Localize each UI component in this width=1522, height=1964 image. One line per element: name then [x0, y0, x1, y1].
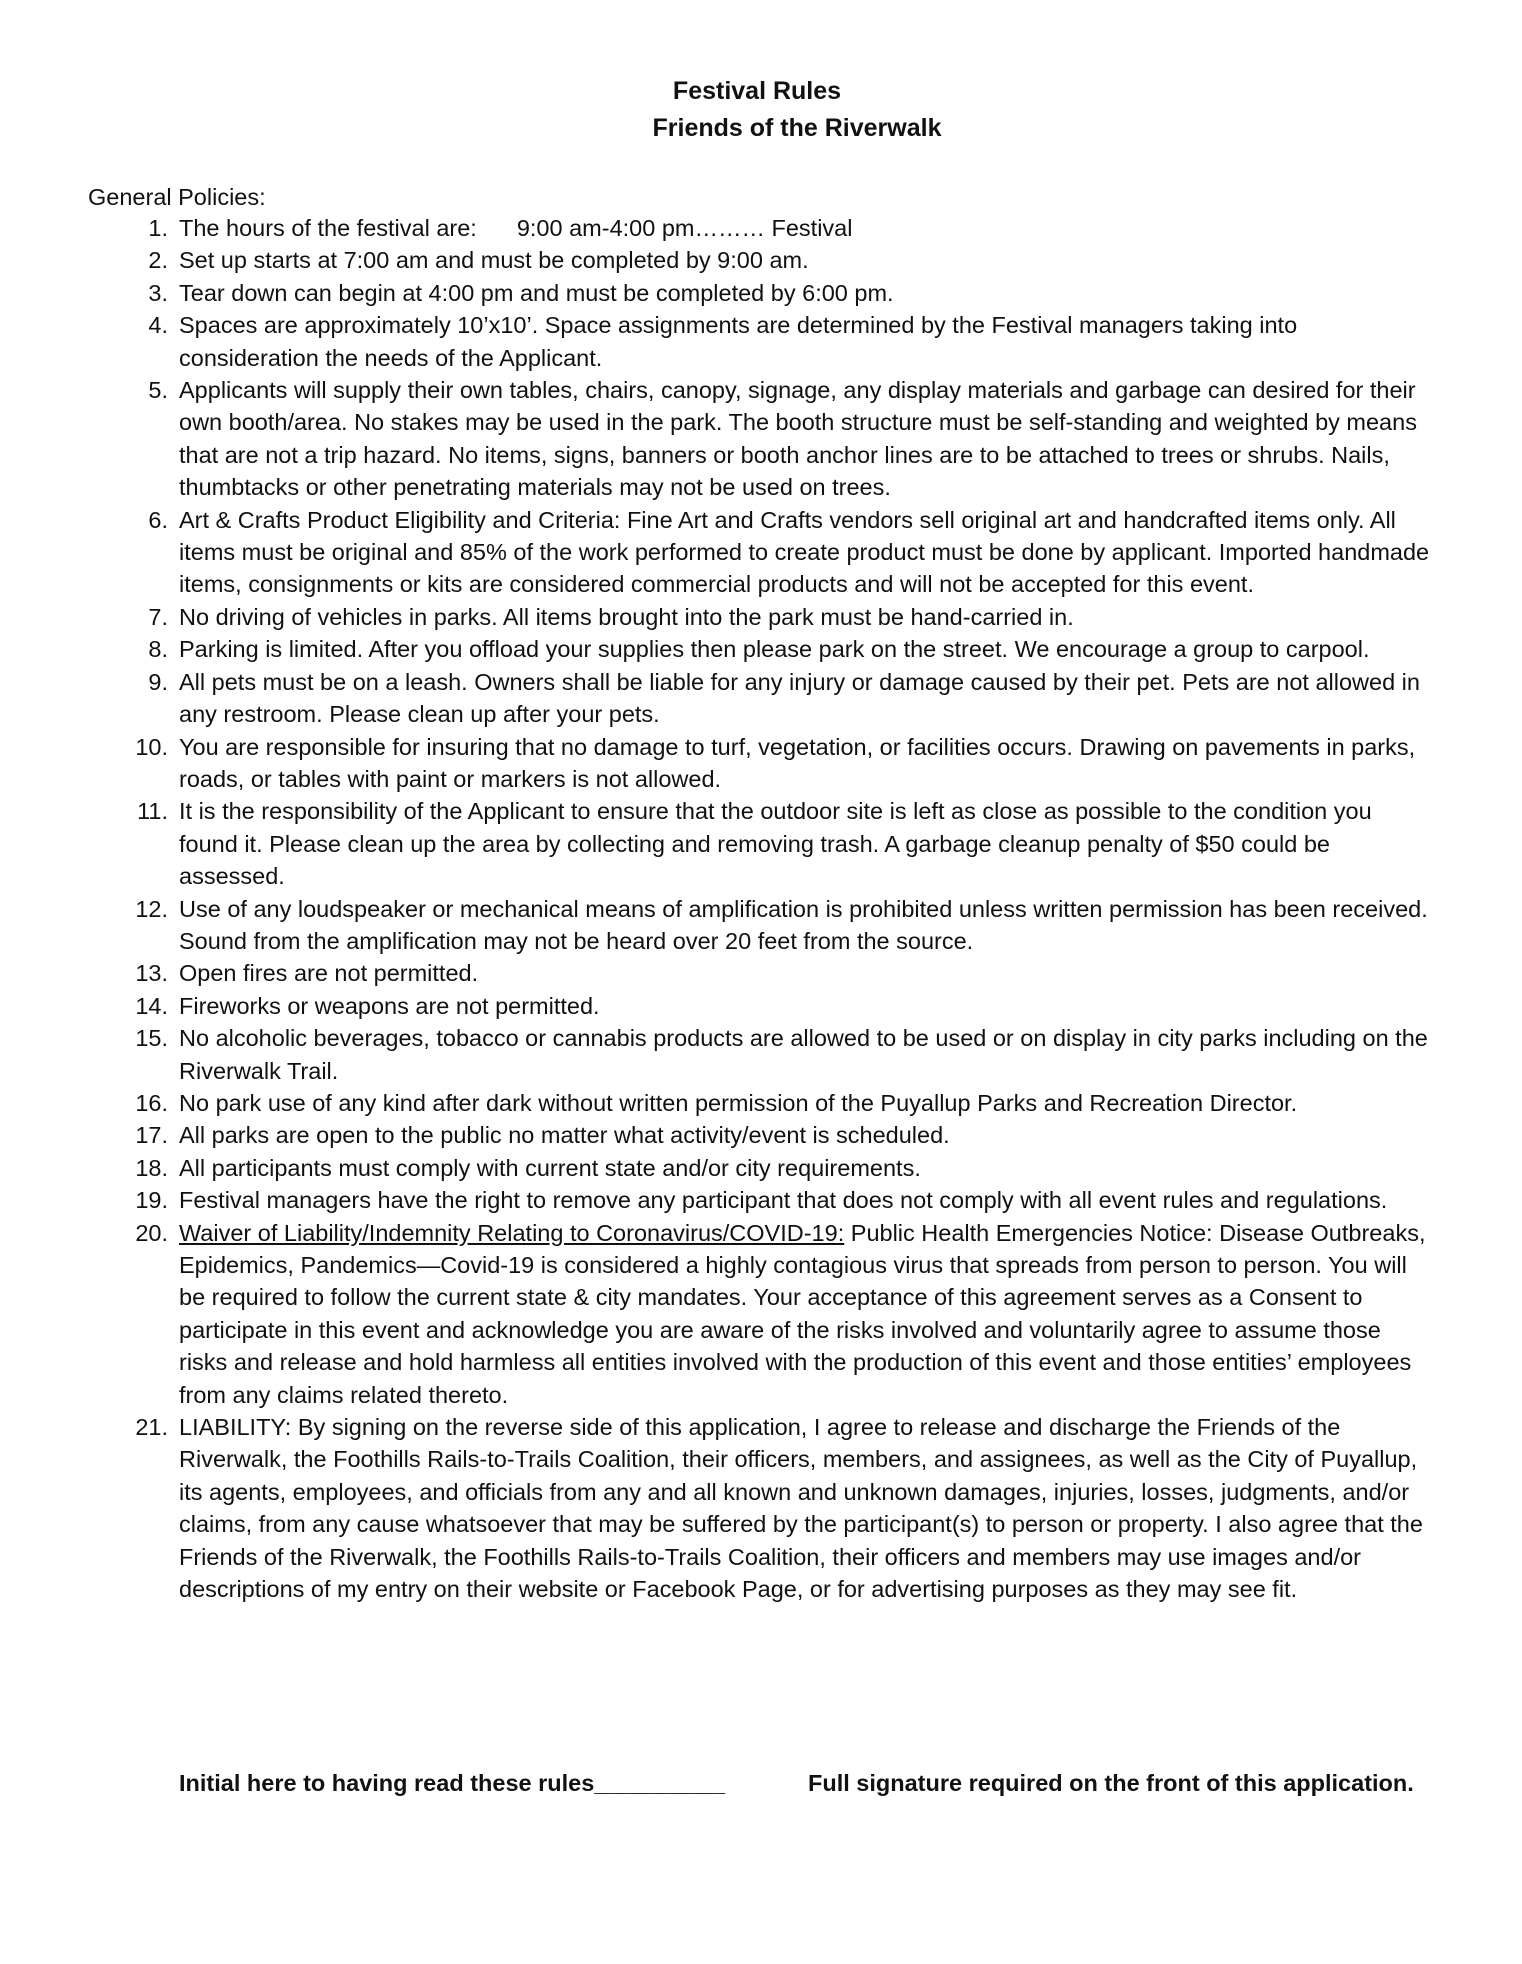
rule-number: 7.: [148, 603, 168, 630]
rule-number: 10.: [135, 733, 168, 760]
rule-item: [130, 1411, 1430, 1605]
document-title: Festival Rules: [672, 77, 842, 105]
rule-text: Open fires are not permitted.: [179, 960, 479, 987]
rule-lead-heading: Waiver of Liability/Indemnity Relating to Coronavirus/COVID-19:: [179, 1219, 845, 1246]
rule-text: Tear down can begin at 4:00 pm and must be completed by 6:00 pm.: [179, 279, 894, 306]
rule-item: [130, 601, 1430, 633]
rule-item: [130, 666, 1430, 731]
rule-item: [130, 957, 1430, 989]
rule-body: [179, 1087, 1430, 1119]
signature-note: Full signature required on the front of this application.: [808, 1770, 1414, 1796]
rule-number: 19.: [135, 1187, 168, 1214]
rule-text: Public Health Emergencies Notice: Disease Outbreaks, Epidemics, Pandemics—Covid-19 is considered a highly contagious virus that spreads from person to person. You will be required to follow the current state & city mandates. Your acceptance of this agreement serves as a Consent to participate in this event and acknowledge you are aware of the risks involved and voluntarily agree to assume those risks and release and hold harmless all entities involved with the production of this event and those entities’ employees from any claims related thereto.: [179, 1219, 1426, 1408]
document-subtitle: Friends of the Riverwalk: [652, 114, 942, 142]
rule-number: 1.: [148, 215, 168, 241]
rule-item: [130, 504, 1430, 601]
rule-number: 6.: [148, 506, 168, 533]
rule-item: [130, 990, 1430, 1022]
rule-body: [179, 277, 1430, 309]
rule-body: [179, 504, 1430, 601]
rule-item: [130, 893, 1430, 958]
rule-item: [130, 244, 1430, 276]
rule-text: All participants must comply with current state and/or city requirements.: [179, 1154, 921, 1181]
rule-body: [179, 1022, 1430, 1087]
rule-body: [179, 795, 1430, 892]
rule-text: Set up starts at 7:00 am and must be completed by 9:00 am.: [179, 247, 809, 274]
rule-body: [179, 374, 1430, 504]
rule-number: 17.: [135, 1122, 168, 1149]
rule-body: [179, 244, 1430, 276]
rule-number: 13.: [135, 960, 168, 987]
rule-item: [130, 277, 1430, 309]
rule-number: 5.: [148, 377, 168, 404]
rule-body: [179, 1152, 1430, 1184]
rule-text: Parking is limited. After you offload your supplies then please park on the street. We encourage a group to carpool.: [179, 636, 1370, 663]
rule-text: Art & Crafts Product Eligibility and Criteria: Fine Art and Crafts vendors sell original art and handcrafted items only. All items must be original and 85% of the work performed to create product must be done by applicant. Imported handmade items, consignments or kits are considered commercial products and will not be accepted for this event.: [179, 506, 1430, 598]
rule-number: 12.: [135, 895, 168, 922]
rule-number: 9.: [148, 668, 168, 695]
rule-item: [130, 212, 1430, 244]
rule-item: [130, 1184, 1430, 1216]
rule-item: [130, 1152, 1430, 1184]
rule-number: 3.: [148, 279, 168, 306]
rule-number: 14.: [135, 992, 168, 1019]
rule-body: [179, 1411, 1430, 1605]
section-heading: General Policies:: [88, 184, 266, 210]
rule-text: Festival managers have the right to remove any participant that does not comply with all event rules and regulations.: [179, 1187, 1388, 1214]
rule-number: 11.: [137, 798, 168, 825]
rule-body: [179, 1119, 1430, 1151]
rule-item: [130, 795, 1430, 892]
rule-number: 2.: [148, 247, 168, 274]
rule-text: Fireworks or weapons are not permitted.: [179, 992, 600, 1019]
rule-text: Use of any loudspeaker or mechanical means of amplification is prohibited unless written permission has been received. Sound from the amplification may not be heard over 20 feet from the source.: [179, 895, 1428, 954]
rule-text: No park use of any kind after dark without written permission of the Puyallup Parks and Recreation Director.: [179, 1089, 1298, 1116]
rule-item: [130, 309, 1430, 374]
rule-body: [179, 990, 1430, 1022]
rule-text: No driving of vehicles in parks. All items brought into the park must be hand-carried in.: [179, 603, 1074, 630]
rule-body: [179, 1184, 1430, 1216]
rule-item: [130, 1087, 1430, 1119]
rule-number: 16.: [135, 1089, 168, 1116]
rule-body: [179, 601, 1430, 633]
rule-number: 8.: [148, 636, 168, 663]
rule-number: 20.: [135, 1219, 168, 1246]
rule-item: [130, 731, 1430, 796]
rule-text: LIABILITY: By signing on the reverse side of this application, I agree to release and discharge the Friends of the Riverwalk, the Foothills Rails-to-Trails Coalition, their officers, members, and assignees, as well as the City of Puyallup, its agents, employees, and officials from any and all known and unknown damages, injuries, losses, judgments, and/or claims, from any cause whatsoever that may be suffered by the participant(s) to person or property. I also agree that the Friends of the Riverwalk, the Foothills Rails-to-Trails Coalition, their officers and members may use images and/or descriptions of my entry on their website or Facebook Page, or for advertising purposes as they may see fit.: [179, 1414, 1423, 1603]
rule-item: [130, 1217, 1430, 1411]
festival-hours: 9:00 am-4:00 pm……… Festival: [516, 215, 853, 241]
rule-text: No alcoholic beverages, tobacco or cannabis products are allowed to be used or on display in city parks including on the Riverwalk Trail.: [179, 1025, 1428, 1084]
rule-number: 18.: [135, 1154, 168, 1181]
rule-body: [179, 1217, 1430, 1411]
rule-body: [179, 309, 1430, 374]
rules-list: [130, 212, 1430, 1605]
initial-line: Initial here to having read these rules__________: [179, 1770, 725, 1796]
rule-body: [179, 633, 1430, 665]
rule-body: [179, 957, 1430, 989]
rule-body: [179, 666, 1430, 731]
rule-item: [130, 374, 1430, 504]
rule-text: The hours of the festival are:: [179, 215, 477, 241]
rule-text: All pets must be on a leash. Owners shall be liable for any injury or damage caused by their pet. Pets are not allowed in any restroom. Please clean up after your pets.: [179, 668, 1420, 728]
rule-text: Applicants will supply their own tables, chairs, canopy, signage, any display materials and garbage can desired for their own booth/area. No stakes may be used in the park. The booth structure must be self-standing and weighted by means that are not a trip hazard. No items, signs, banners or booth anchor lines are to be attached to trees or shrubs. Nails, thumbtacks or other penetrating materials may not be used on trees.: [179, 377, 1417, 501]
rule-item: [130, 1119, 1430, 1151]
rule-text: Spaces are approximately 10’x10’. Space assignments are determined by the Festival managers taking into consideration the needs of the Applicant.: [179, 312, 1298, 371]
rule-text: All parks are open to the public no matter what activity/event is scheduled.: [179, 1122, 950, 1149]
rule-body: [179, 731, 1430, 796]
rule-number: 4.: [148, 312, 168, 339]
rule-item: [130, 1022, 1430, 1087]
rule-text: It is the responsibility of the Applicant to ensure that the outdoor site is left as close as possible to the condition you found it. Please clean up the area by collecting and removing trash. A garbage cleanup penalty of $50 could be assessed.: [179, 798, 1372, 890]
rule-number: 21.: [135, 1414, 168, 1441]
rule-body: [179, 893, 1430, 958]
rule-number: 15.: [135, 1025, 168, 1052]
rule-item: [130, 633, 1430, 665]
rule-body: [179, 212, 1430, 244]
rule-text: You are responsible for insuring that no damage to turf, vegetation, or facilities occurs. Drawing on pavements in parks, roads, or tables with paint or markers is not allowed.: [179, 733, 1416, 792]
